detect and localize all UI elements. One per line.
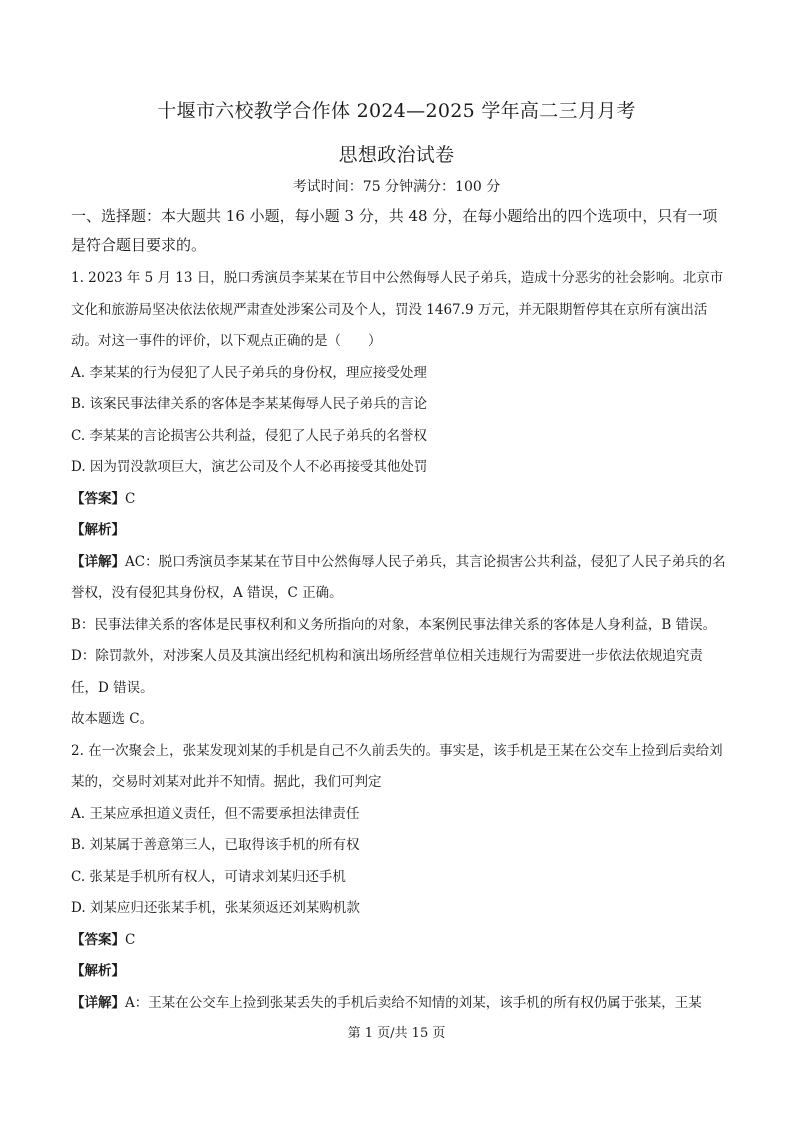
section-heading: 一、选择题：本大题共 16 小题，每小题 3 分，共 48 分，在每小题给出的四个选项中，只有一项是符合题目要求的。 [71,207,718,254]
question-2-stem: 2. 在一次聚会上，张某发现刘某的手机是自己不久前丢失的。事实是，该手机是王某在公交车上捡到后卖给刘某的，交易时刘某对此并不知情。据此，我们可判定 [71,742,723,790]
q2-option-d: D. 刘某应归还张某手机，张某须返还刘某购机款 [71,900,360,916]
exam-title: 十堰市六校教学合作体 2024—2025 学年高二三月月考 [157,100,636,122]
exam-info: 考试时间：75 分钟满分：100 分 [292,179,501,195]
q1-conclusion: 故本题选 C。 [71,711,154,727]
answer-value: C [125,490,136,507]
q2-analysis-label: 【解析】 [71,963,125,979]
q1-detail-d: D：除罚款外，对涉案人员及其演出经纪机构和演出场所经营单位相关违规行为需要进一步依法依规追究责任，D 错误。 [71,648,703,696]
q1-detail-b: B：民事法律关系的客体是民事权利和义务所指向的对象，本案例民事法律关系的客体是人身利益，B 错误。 [71,616,717,633]
question-1-stem: 1. 2023 年 5 月 13 日，脱口秀演员李某某在节目中公然侮辱人民子弟兵，造成十分恶劣的社会影响。北京市文化和旅游局坚决依法依规严肃查处涉案公司及个人，罚没 1467.9 万元，并无限期暂停其在京所有演出活动。对这一事件的评价，以下观点正确的是（ ） [71,270,724,349]
q1-option-c: C. 李某某的言论损害公共利益，侵犯了人民子弟兵的名誉权 [71,427,427,444]
detail-label: 【详解】 [71,994,125,1011]
exam-content [71,202,729,1019]
q2-option-c: C. 张某是手机所有权人，可请求刘某归还手机 [71,868,346,885]
q1-answer [71,484,729,516]
q2-answer [71,925,729,957]
q2-detail-a [71,988,729,1020]
answer-label: 【答案】 [71,931,125,948]
detail-text: AC：脱口秀演员李某某在节目中公然侮辱人民子弟兵，其言论损害公共利益，侵犯了人民子弟兵的名誉权，没有侵犯其身份权，A 错误，C 正确。 [71,553,726,601]
detail-label: 【详解】 [71,553,125,570]
answer-label: 【答案】 [71,490,125,507]
exam-subtitle: 思想政治试卷 [338,144,455,166]
q1-option-d: D. 因为罚没款项巨大，演艺公司及个人不必再接受其他处罚 [71,459,428,475]
q1-analysis-label: 【解析】 [71,522,125,538]
q2-option-a: A. 王某应承担道义责任，但不需要承担法律责任 [71,805,360,822]
q1-option-a: A. 李某某的行为侵犯了人民子弟兵的身份权，理应接受处理 [71,364,427,381]
detail-text: A：王某在公交车上捡到张某丢失的手机后卖给不知情的刘某，该手机的所有权仍属于张某，王某 [125,994,702,1011]
page-number: 第 1 页/共 15 页 [347,1026,446,1041]
q1-detail-ac [71,547,729,610]
q2-option-b: B. 刘某属于善意第三人，已取得该手机的所有权 [71,837,360,853]
answer-value: C [125,931,136,948]
q1-option-b: B. 该案民事法律关系的客体是李某某侮辱人民子弟兵的言论 [71,396,428,412]
